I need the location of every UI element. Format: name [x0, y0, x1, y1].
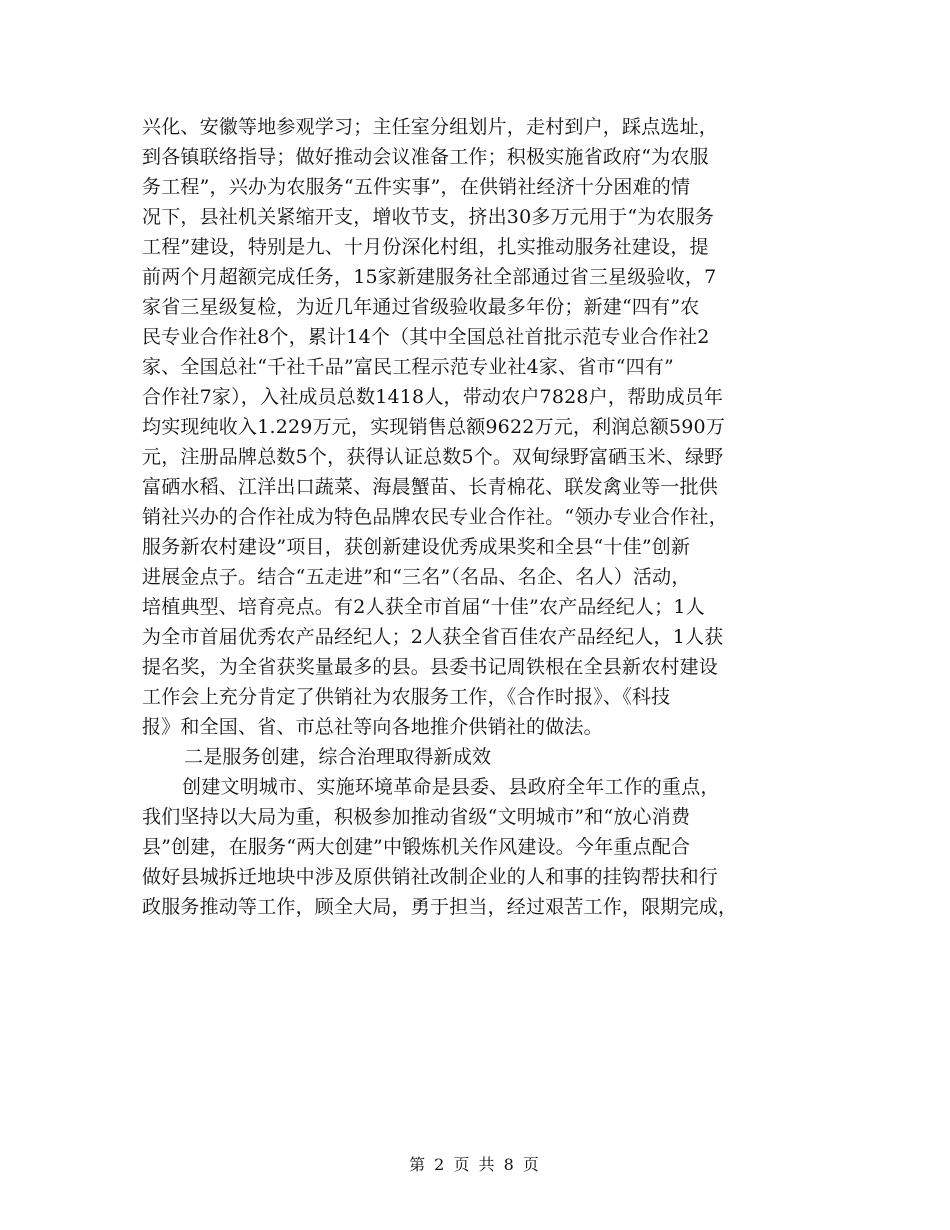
- section-heading: 二是服务创建，综合治理取得新成效: [184, 746, 492, 768]
- page-number-footer: 第 2 页 共 8 页: [409, 1155, 541, 1174]
- text-line: 培植典型、培育亮点。有2人获全市首届“十佳”农产品经纪人；1人: [142, 596, 705, 618]
- text-line: 况下，县社机关紧缩开支，增收节支，挤出30多万元用于“为农服务: [142, 206, 715, 228]
- text-line: 县”创建，在服务“两大创建”中锻炼机关作风建设。今年重点配合: [142, 836, 691, 858]
- text-line: 工作会上充分肯定了供销社为农服务工作，《合作时报》、《科技: [142, 686, 671, 708]
- text-line: 富硒水稻、江洋出口蔬菜、海晨蟹苗、长青棉花、联发禽业等一批供: [142, 476, 719, 498]
- text-line: 前两个月超额完成任务，15家新建服务社全部通过省三星级验收，7: [142, 266, 717, 288]
- text-line: 元，注册品牌总数5个，获得认证总数5个。双甸绿野富硒玉米、绿野: [142, 446, 724, 468]
- text-line: 销社兴办的合作社成为特色品牌农民专业合作社。“领办专业合作社，: [142, 506, 728, 528]
- text-line: 家、全国总社“千社千品”富民工程示范专业社4家、省市“四有”: [142, 356, 674, 378]
- text-line: 务工程”，兴办为农服务“五件实事”，在供销社经济十分困难的情: [142, 176, 691, 198]
- text-line: 我们坚持以大局为重，积极参加推动省级“文明城市”和“放心消费: [142, 806, 691, 828]
- text-line: 报》和全国、省、市总社等向各地推介供销社的做法。: [142, 716, 603, 738]
- text-line: 进展金点子。结合“五走进”和“三名”（名品、名企、名人）活动，: [142, 566, 691, 588]
- text-line: 兴化、安徽等地参观学习；主任室分组划片，走村到户，踩点选址，: [142, 116, 719, 138]
- text-line: 工程”建设，特别是九、十月份深化村组，扎实推动服务社建设，提: [142, 236, 709, 258]
- text-line: 合作社7家），入社成员总数1418人，带动农户7828户，帮助成员年: [142, 386, 724, 408]
- text-line: 做好县城拆迁地块中涉及原供销社改制企业的人和事的挂钩帮扶和行: [142, 866, 719, 888]
- text-line: 为全市首届优秀农产品经纪人；2人获全省百佳农产品经纪人，1人获: [142, 626, 724, 648]
- text-line: 均实现纯收入1.229万元，实现销售总额9622万元，利润总额590万: [142, 416, 726, 438]
- text-line: 民专业合作社8个，累计14个（其中全国总社首批示范专业合作社2: [142, 326, 710, 348]
- body-text: [142, 112, 818, 922]
- text-line: 到各镇联络指导；做好推动会议准备工作；积极实施省政府“为农服: [142, 146, 709, 168]
- text-line: 政服务推动等工作，顾全大局，勇于担当，经过艰苦工作，限期完成，: [142, 896, 738, 918]
- text-line: 家省三星级复检，为近几年通过省级验收最多年份；新建“四有”农: [142, 296, 700, 318]
- text-line: 服务新农村建设”项目，获创新建设优秀成果奖和全县“十佳”创新: [142, 536, 691, 558]
- text-line: 创建文明城市、实施环境革命是县委、县政府全年工作的重点，: [182, 776, 720, 798]
- text-line: 提名奖，为全省获奖量最多的县。县委书记周铁根在全县新农村建设: [142, 656, 719, 678]
